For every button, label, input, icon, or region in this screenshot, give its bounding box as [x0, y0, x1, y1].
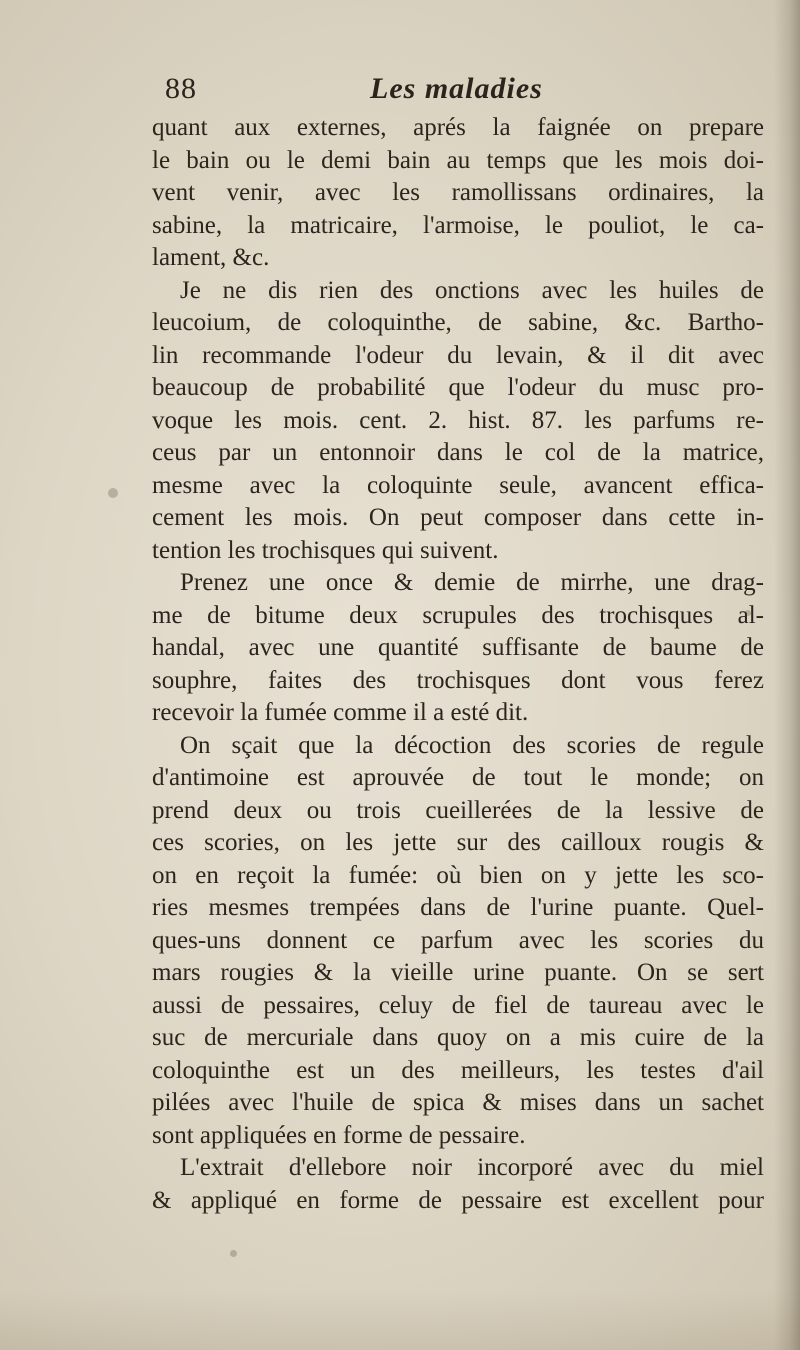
text-line: sabine, la matricaire, l'armoise, le pouliot, le ca- — [152, 211, 764, 239]
page-number: 88 — [165, 72, 197, 105]
ink-speck — [108, 488, 118, 498]
text-line: recevoir la fumée comme il a esté dit. — [152, 699, 529, 726]
ink-speck — [230, 1250, 237, 1257]
text-line: Prenez une once & demie de mirrhe, une drag- — [180, 569, 764, 596]
text-line: souphre, faites des trochisques dont vous ferez — [152, 666, 764, 694]
text-line: mesme avec la coloquinte seule, avancent effica- — [152, 471, 764, 499]
text-line: On sçait que la décoction des scories de regule — [180, 731, 764, 759]
body-text — [152, 112, 764, 1217]
text-line: quant aux externes, aprés la faignée on prepare — [152, 114, 764, 141]
text-line: cement les mois. On peut composer dans cette in- — [152, 504, 764, 531]
page-header — [165, 72, 585, 112]
page-bottom-shadow — [0, 1290, 800, 1350]
text-line: lament, &c. — [152, 244, 270, 271]
text-line: d'antimoine est aprouvée de tout le monde; on — [152, 764, 764, 791]
text-line: handal, avec une quantité suffisante de baume de — [152, 634, 764, 661]
text-line: voque les mois. cent. 2. hist. 87. les parfums re- — [152, 406, 764, 434]
text-line: aussi de pessaires, celuy de fiel de taureau avec le — [152, 991, 764, 1019]
text-line: le bain ou le demi bain au temps que les mois doi- — [152, 146, 764, 174]
text-line: L'extrait d'ellebore noir incorporé avec du miel — [180, 1154, 764, 1181]
text-line: sont appliquées en forme de pessaire. — [152, 1121, 526, 1149]
text-line: ces scories, on les jette sur des cailloux rougis & — [152, 829, 764, 856]
text-line: ceus par un entonnoir dans le col de la matrice, — [152, 439, 764, 466]
text-line: ques-uns donnent ce parfum avec les scories du — [152, 926, 764, 954]
text-line: tention les trochisques qui suivent. — [152, 536, 499, 564]
text-line: mars rougies & la vieille urine puante. On se sert — [152, 959, 764, 986]
text-line: lin recommande l'odeur du levain, & il dit avec — [152, 341, 764, 369]
ink-speck — [745, 610, 751, 616]
text-line: leucoium, de coloquinthe, de sabine, &c. Bartho- — [152, 309, 764, 336]
running-title: Les maladies — [370, 72, 543, 105]
text-line: suc de mercuriale dans quoy on a mis cuire de la — [152, 1024, 764, 1051]
page-gutter-shadow — [774, 0, 800, 1350]
text-line: pilées avec l'huile de spica & mises dans un sachet — [152, 1089, 764, 1116]
text-line: beaucoup de probabilité que l'odeur du musc pro- — [152, 374, 764, 401]
text-line: vent venir, avec les ramollissans ordinaires, la — [152, 179, 764, 206]
text-line: coloquinthe est un des meilleurs, les testes d'ail — [152, 1056, 764, 1084]
text-line: me de bitume deux scrupules des trochisques al- — [152, 601, 764, 629]
text-line: Je ne dis rien des onctions avec les huiles de — [180, 276, 764, 304]
text-line: prend deux ou trois cueillerées de la lessive de — [152, 796, 764, 824]
text-line: ries mesmes trempées dans de l'urine puante. Quel- — [152, 894, 764, 921]
text-line: & appliqué en forme de pessaire est excellent pour — [152, 1186, 764, 1214]
text-line: on en reçoit la fumée: où bien on y jette les sco- — [152, 861, 764, 889]
